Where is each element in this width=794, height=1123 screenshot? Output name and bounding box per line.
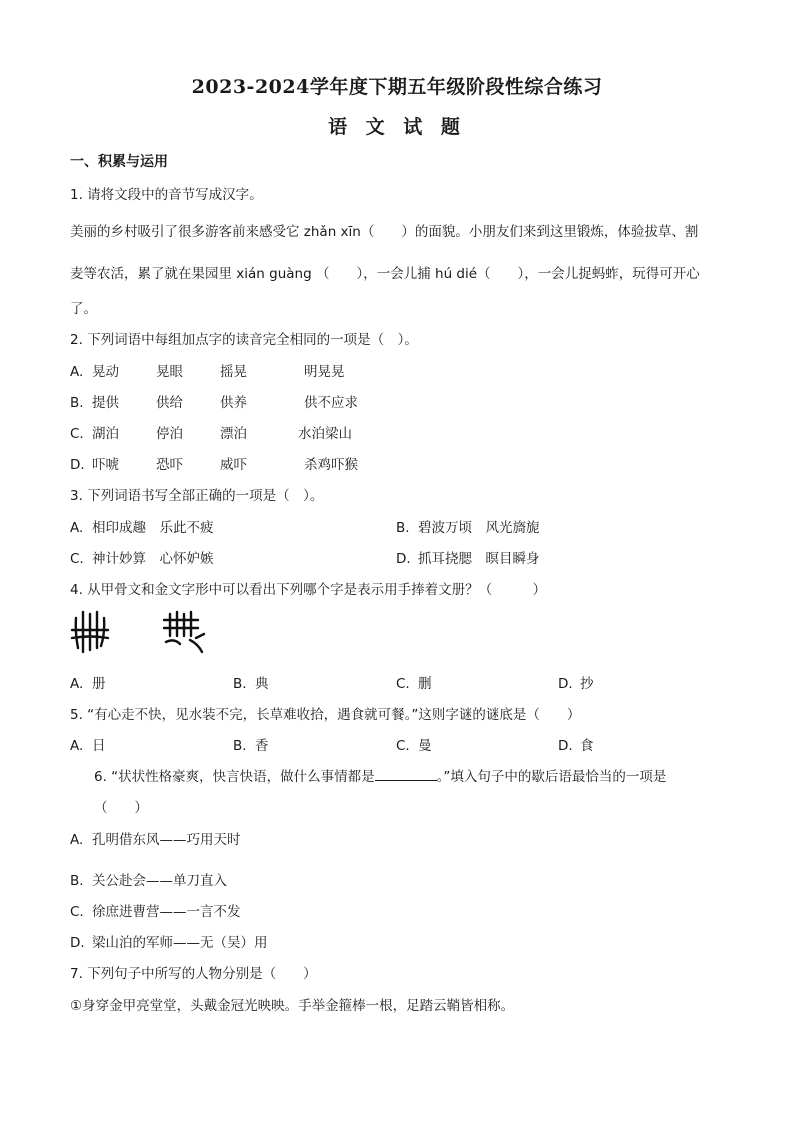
- question-2-option-d: [70, 453, 358, 473]
- option-letter: B.: [70, 873, 84, 889]
- option-text: 删: [418, 676, 432, 692]
- question-6-option-d: [70, 931, 268, 951]
- question-6-stem-after: 。”填入句子中的歇后语最恰当的一项是: [436, 769, 667, 785]
- option-letter: A.: [70, 520, 84, 536]
- oracle-bone-glyph: [70, 608, 110, 656]
- option-letter: A.: [70, 738, 84, 754]
- option-letter: D.: [558, 738, 573, 754]
- question-6-option-a: [70, 828, 241, 848]
- question-4-option-d: [558, 672, 594, 692]
- question-5-stem: 5. “有心走不快，见水装不完，长草难收拾，遇食就可餐。”这则字谜的谜底是（ ）: [70, 707, 581, 723]
- option-word: 威吓: [220, 457, 247, 473]
- option-text: 梁山泊的军师——无（吴）用: [92, 935, 268, 951]
- question-3-option-a: [70, 516, 214, 536]
- option-word: 供给: [156, 395, 183, 411]
- question-4-option-a: [70, 672, 106, 692]
- option-letter: B.: [396, 520, 410, 536]
- question-6-stem: [94, 765, 666, 785]
- option-letter: D.: [396, 551, 411, 567]
- option-letter: D.: [70, 935, 85, 951]
- option-word: 漂泊: [220, 426, 247, 442]
- option-letter: A.: [70, 676, 84, 692]
- option-letter: A.: [70, 364, 84, 380]
- option-text: 典: [255, 676, 269, 692]
- option-text: 徐庶进曹营——一言不发: [92, 904, 241, 920]
- question-3-option-c: [70, 547, 214, 567]
- option-letter: B.: [233, 738, 247, 754]
- question-5-option-b: [233, 734, 269, 754]
- option-word: 恐吓: [156, 457, 183, 473]
- question-2-option-c: [70, 422, 352, 442]
- option-letter: C.: [396, 738, 410, 754]
- option-word: 晃眼: [156, 364, 183, 380]
- option-word: 摇晃: [220, 364, 247, 380]
- option-word: 晃动: [92, 364, 119, 380]
- question-4-stem: 4. 从甲骨文和金文字形中可以看出下列哪个字是表示用手捧着文册？（ ）: [70, 582, 547, 598]
- question-6-option-b: [70, 869, 227, 889]
- exam-title: 2023-2024学年度下期五年级阶段性综合练习: [191, 76, 603, 98]
- option-text: 香: [255, 738, 269, 754]
- option-letter: D.: [558, 676, 573, 692]
- question-5-option-a: [70, 734, 106, 754]
- option-text: 食: [580, 738, 594, 754]
- option-text: 碧波万顷 风光旖旎: [418, 520, 540, 536]
- option-word: 供不应求: [304, 395, 358, 411]
- option-text: 抄: [580, 676, 594, 692]
- option-word: 杀鸡吓猴: [304, 457, 358, 473]
- question-2-option-b: [70, 391, 358, 411]
- option-word: 明晃晃: [304, 364, 345, 380]
- option-letter: C.: [396, 676, 410, 692]
- exam-subtitle: 语 文 试 题: [328, 116, 466, 138]
- option-letter: B.: [70, 395, 84, 411]
- question-6-option-c: [70, 900, 241, 920]
- question-3-stem: 3. 下列词语书写全部正确的一项是（ ）。: [70, 488, 324, 504]
- option-word: 吓唬: [92, 457, 119, 473]
- option-text: 日: [92, 738, 106, 754]
- question-1-line-3: 了。: [70, 301, 97, 317]
- option-text: 册: [92, 676, 106, 692]
- question-1-line-1: 美丽的乡村吸引了很多游客前来感受它 zhǎn xīn（ ）的面貌。小朋友们来到这里锻炼，体验拔草、割: [70, 224, 699, 240]
- answer-blank: [375, 766, 437, 781]
- question-6-stem-before: 6. “状状性格豪爽，快言快语，做什么事情都是: [94, 769, 375, 785]
- option-letter: C.: [70, 904, 84, 920]
- question-6-stem-line-2: （ ）: [94, 800, 148, 816]
- question-7-line-1: ①身穿金甲亮堂堂，头戴金冠光映映。手举金箍棒一根，足踏云鞘皆相称。: [70, 998, 515, 1014]
- option-text: 相印成趣 乐此不疲: [92, 520, 214, 536]
- option-word: 水泊梁山: [298, 426, 352, 442]
- question-4-option-b: [233, 672, 269, 692]
- option-text: 神计妙算 心怀妒嫉: [92, 551, 214, 567]
- question-1-line-2: 麦等农活，累了就在果园里 xián guàng （ ），一会儿捕 hú dié（ ），一会儿捉蚂蚱，玩得可开心: [70, 266, 700, 282]
- option-letter: D.: [70, 457, 85, 473]
- bronze-script-glyph: [160, 608, 208, 656]
- option-letter: C.: [70, 551, 84, 567]
- question-2-stem: 2. 下列词语中每组加点字的读音完全相同的一项是（ ）。: [70, 332, 418, 348]
- question-3-option-b: [396, 516, 540, 536]
- question-4-option-c: [396, 672, 432, 692]
- option-text: 曼: [418, 738, 432, 754]
- question-1-stem: 1. 请将文段中的音节写成汉字。: [70, 187, 263, 203]
- option-letter: B.: [233, 676, 247, 692]
- option-letter: A.: [70, 832, 84, 848]
- question-7-stem: 7. 下列句子中所写的人物分别是（ ）: [70, 966, 317, 982]
- question-2-option-a: [70, 360, 345, 380]
- option-word: 停泊: [156, 426, 183, 442]
- option-word: 供养: [220, 395, 247, 411]
- option-text: 抓耳挠腮 暝目瞬身: [418, 551, 540, 567]
- section-heading: 一、积累与运用: [70, 154, 168, 170]
- question-3-option-d: [396, 547, 540, 567]
- question-5-option-c: [396, 734, 432, 754]
- option-word: 湖泊: [92, 426, 119, 442]
- option-letter: C.: [70, 426, 84, 442]
- option-word: 提供: [92, 395, 119, 411]
- question-5-option-d: [558, 734, 594, 754]
- option-text: 关公赴会——单刀直入: [92, 873, 227, 889]
- option-text: 孔明借东风——巧用天时: [92, 832, 241, 848]
